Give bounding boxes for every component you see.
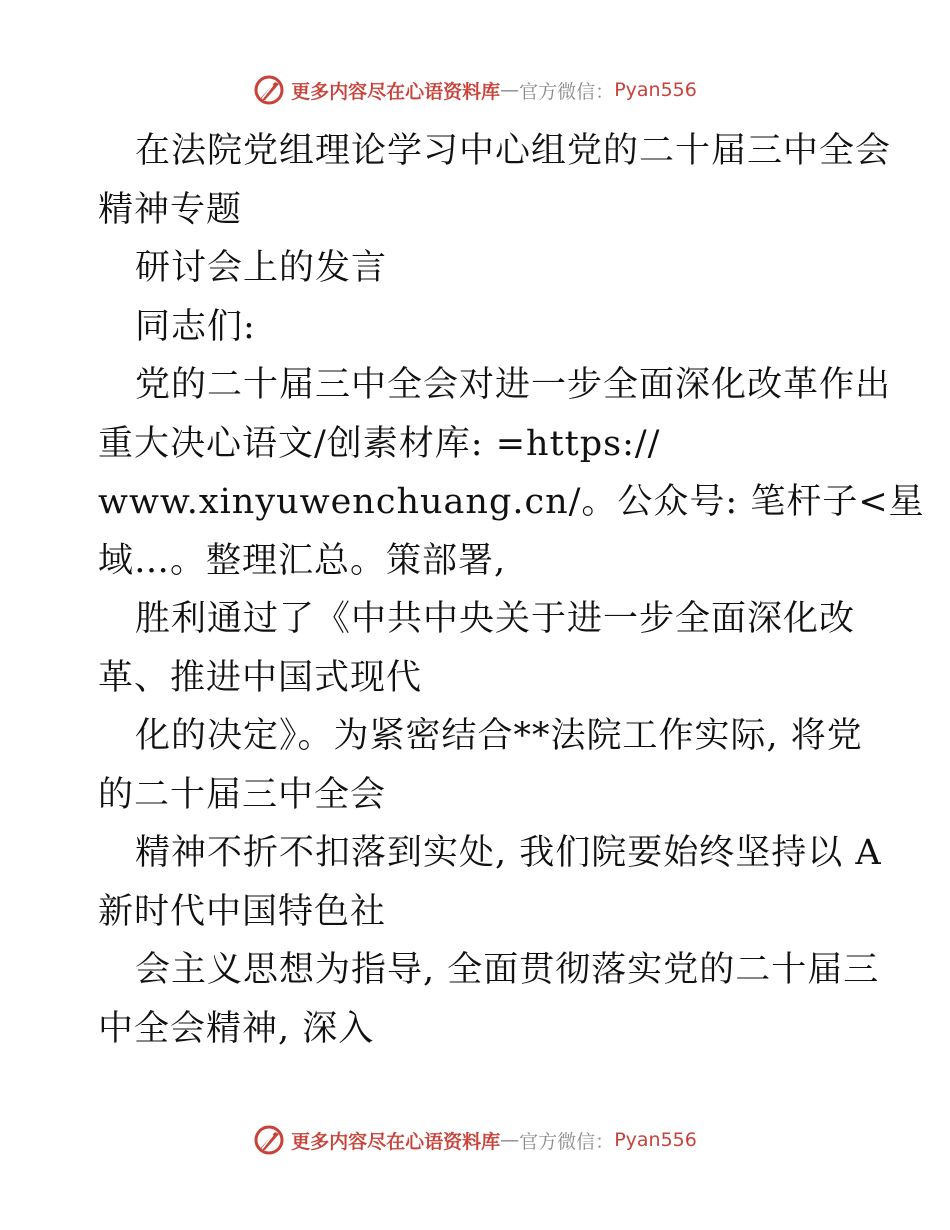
document-line: 域…。整理汇总。策部署, xyxy=(98,540,507,581)
watermark-separator: — xyxy=(500,1129,520,1151)
watermark-separator: — xyxy=(500,79,520,101)
document-line: 化的决定》。为紧密结合**法院工作实际, 将党 xyxy=(135,716,863,756)
watermark-wechat-label: 官方微信： xyxy=(519,80,615,103)
document-line: 研讨会上的发言 xyxy=(135,248,388,288)
document-line: 精神不折不扣落到实处, 我们院要始终坚持以 A xyxy=(135,833,882,873)
watermark-brand: 更多内容尽在心语资料库 xyxy=(291,1130,501,1153)
document-line: 新时代中国特色社 xyxy=(98,891,387,932)
watermark-banner-top xyxy=(0,70,950,110)
quill-pen-logo-icon xyxy=(253,1124,285,1156)
watermark-banner-bottom xyxy=(0,1120,950,1160)
document-line: 中全会精神, 深入 xyxy=(98,1008,375,1049)
document-line: www.xinyuwenchuang.cn/。公众号: 笔杆子<星 xyxy=(98,482,925,522)
document-line: 革、推进中国式现代 xyxy=(98,657,423,698)
document-line: 精神专题 xyxy=(98,189,243,230)
watermark-brand: 更多内容尽在心语资料库 xyxy=(291,80,501,103)
document-line: 党的二十届三中全会对进一步全面深化改革作出 xyxy=(135,365,892,405)
watermark-wechat-label: 官方微信： xyxy=(519,1130,615,1153)
document-line: 在法院党组理论学习中心组党的二十届三中全会 xyxy=(135,131,892,171)
document-line: 会主义思想为指导, 全面贯彻落实党的二十届三 xyxy=(135,950,880,990)
quill-pen-logo-icon xyxy=(253,74,285,106)
document-line: 的二十届三中全会 xyxy=(98,774,387,815)
document-line: 同志们: xyxy=(135,306,256,347)
document-body xyxy=(98,122,925,1058)
document-line: 胜利通过了《中共中央关于进一步全面深化改 xyxy=(135,599,856,639)
watermark-account: Pyan556 xyxy=(614,1129,697,1151)
document-line: 重大决心语文/创素材库: =https:// xyxy=(98,423,661,464)
watermark-account: Pyan556 xyxy=(614,79,697,101)
